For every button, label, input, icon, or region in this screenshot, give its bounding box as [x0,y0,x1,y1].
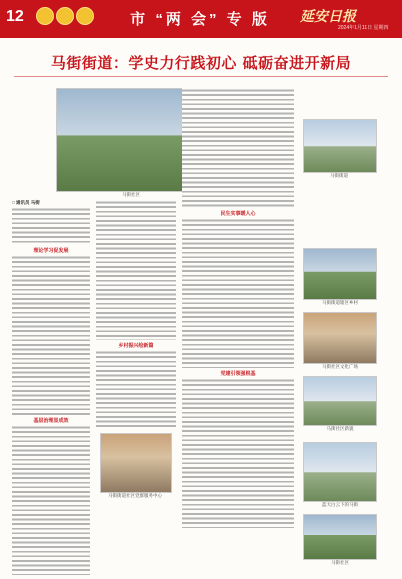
page-number: 12 [6,8,24,25]
body-text [182,378,294,528]
text-column-2 [96,200,176,430]
body-text [182,88,294,208]
photo-right-3 [303,312,377,364]
body-text [96,200,176,340]
newspaper-masthead: 延安日报 [300,9,356,25]
photo-right-5 [303,442,377,502]
body-text [182,218,294,368]
photo-caption: 马街街道 [330,173,348,178]
national-emblem-icon [56,7,74,25]
cppcc-emblem-icon [76,7,94,25]
body-text [12,207,90,245]
article-byline: □ 通讯员 马街 [12,200,40,205]
photo-caption: 马街社区 [331,560,349,565]
text-column-1 [12,200,90,575]
photo-caption: 马街社区文化广场 [322,364,358,369]
page-banner [0,0,402,38]
photo-caption: 蓝天白云下的马街 [322,502,358,507]
text-column-3 [182,88,294,528]
photo-caption: 马街街道辖区乡村 [322,300,358,305]
body-text [12,255,90,415]
photo-right-2 [303,248,377,300]
photo-right-1 [303,119,377,173]
body-text [12,425,90,575]
issue-info: 2024年1月11日 星期四 [338,25,389,31]
article-headline: 马街街道：学史力行践初心 砥砺奋进开新局 [50,54,352,72]
party-emblem-icon [36,7,54,25]
photo-caption: 马街社区 [122,192,140,197]
section-header: 党建引领强根基 [220,371,256,377]
body-text [96,350,176,430]
photo-center [100,433,172,493]
photo-right-6 [303,514,377,560]
photo-caption: 马街街道社区党群服务中心 [108,493,162,498]
photo-right-4 [303,376,377,426]
section-header: 民生实事暖人心 [220,211,256,217]
section-header: 乡村振兴绘新篇 [118,343,154,349]
headline-divider [14,76,388,77]
section-title: 市 “两 会” 专 版 [130,11,270,28]
section-header: 理论学习促发展 [33,248,69,254]
photo-caption: 马街社区新貌 [326,426,354,431]
section-header: 基层治理显成效 [33,418,69,424]
